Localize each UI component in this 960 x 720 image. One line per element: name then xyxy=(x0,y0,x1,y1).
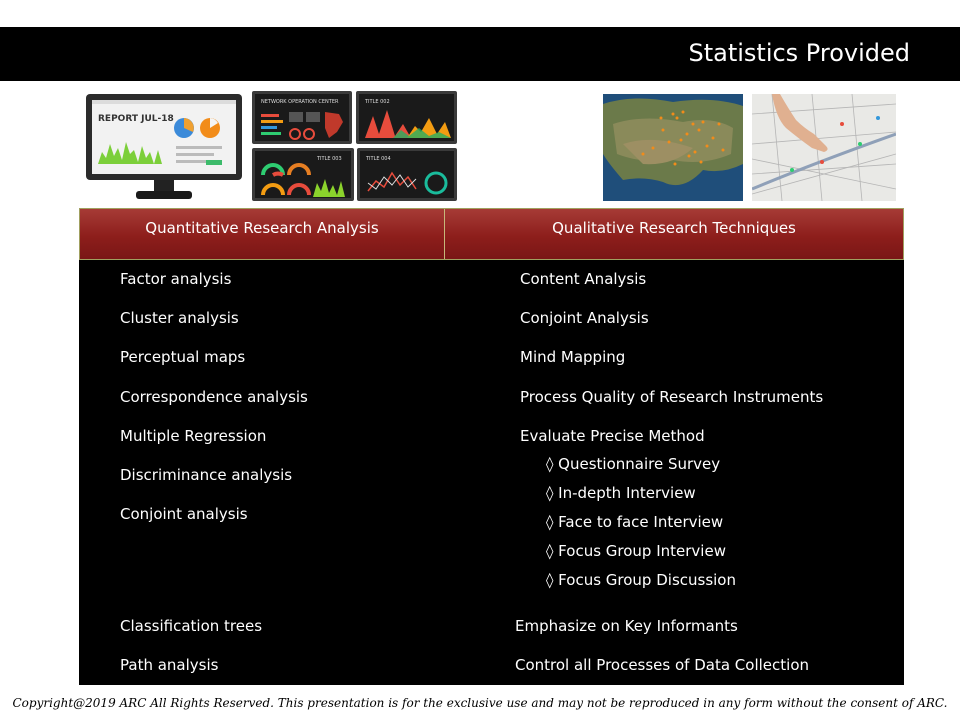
right-item: Mind Mapping xyxy=(520,348,626,366)
left-item: Cluster analysis xyxy=(120,309,239,327)
left-item: Perceptual maps xyxy=(120,348,246,366)
panel-title: NETWORK OPERATION CENTER xyxy=(261,99,339,105)
right-subitem: ◊ In-depth Interview xyxy=(546,484,696,502)
left-item: Discriminance analysis xyxy=(120,466,293,484)
left-item: Factor analysis xyxy=(120,270,232,288)
left-item: Classification trees xyxy=(120,617,263,635)
header-quantitative: Quantitative Research Analysis xyxy=(145,219,379,237)
title-003-panel xyxy=(252,148,354,201)
right-item: Control all Processes of Data Collection xyxy=(515,656,810,674)
copyright-footer: Copyright@2019 ARC All Rights Reserved. This presentation is for the exclusive use and may not be reproduced in any form without the consent of ARC. xyxy=(12,696,948,710)
title-bar xyxy=(0,27,960,81)
title-002-panel xyxy=(356,91,457,144)
table-body xyxy=(79,260,904,685)
right-item: Conjoint Analysis xyxy=(520,309,649,327)
left-item: Correspondence analysis xyxy=(120,388,308,406)
monitor-report-title: REPORT JUL-18 xyxy=(98,114,174,124)
right-item: Emphasize on Key Informants xyxy=(515,617,738,635)
panel-title: TITLE 004 xyxy=(366,156,391,162)
left-item: Conjoint analysis xyxy=(120,505,248,523)
header-qualitative: Qualitative Research Techniques xyxy=(552,219,796,237)
right-item: Process Quality of Research Instruments xyxy=(520,388,824,406)
hand-on-map-image xyxy=(752,94,896,201)
slide-title: Statistics Provided xyxy=(688,39,910,67)
right-subitem: ◊ Face to face Interview xyxy=(546,513,724,531)
left-item: Multiple Regression xyxy=(120,427,267,445)
panel-title: TITLE 003 xyxy=(317,156,342,162)
right-subitem: ◊ Questionnaire Survey xyxy=(546,455,721,473)
us-map-image xyxy=(603,94,743,201)
network-operation-panel xyxy=(252,91,352,144)
report-monitor-image xyxy=(84,92,244,204)
right-item: Evaluate Precise Method xyxy=(520,427,705,445)
right-subitem: ◊ Focus Group Discussion xyxy=(546,571,736,589)
left-item: Path analysis xyxy=(120,656,219,674)
table-header xyxy=(79,208,904,260)
panel-title: TITLE 002 xyxy=(365,99,390,105)
right-item: Content Analysis xyxy=(520,270,647,288)
title-004-panel xyxy=(357,148,457,201)
right-subitem: ◊ Focus Group Interview xyxy=(546,542,726,560)
